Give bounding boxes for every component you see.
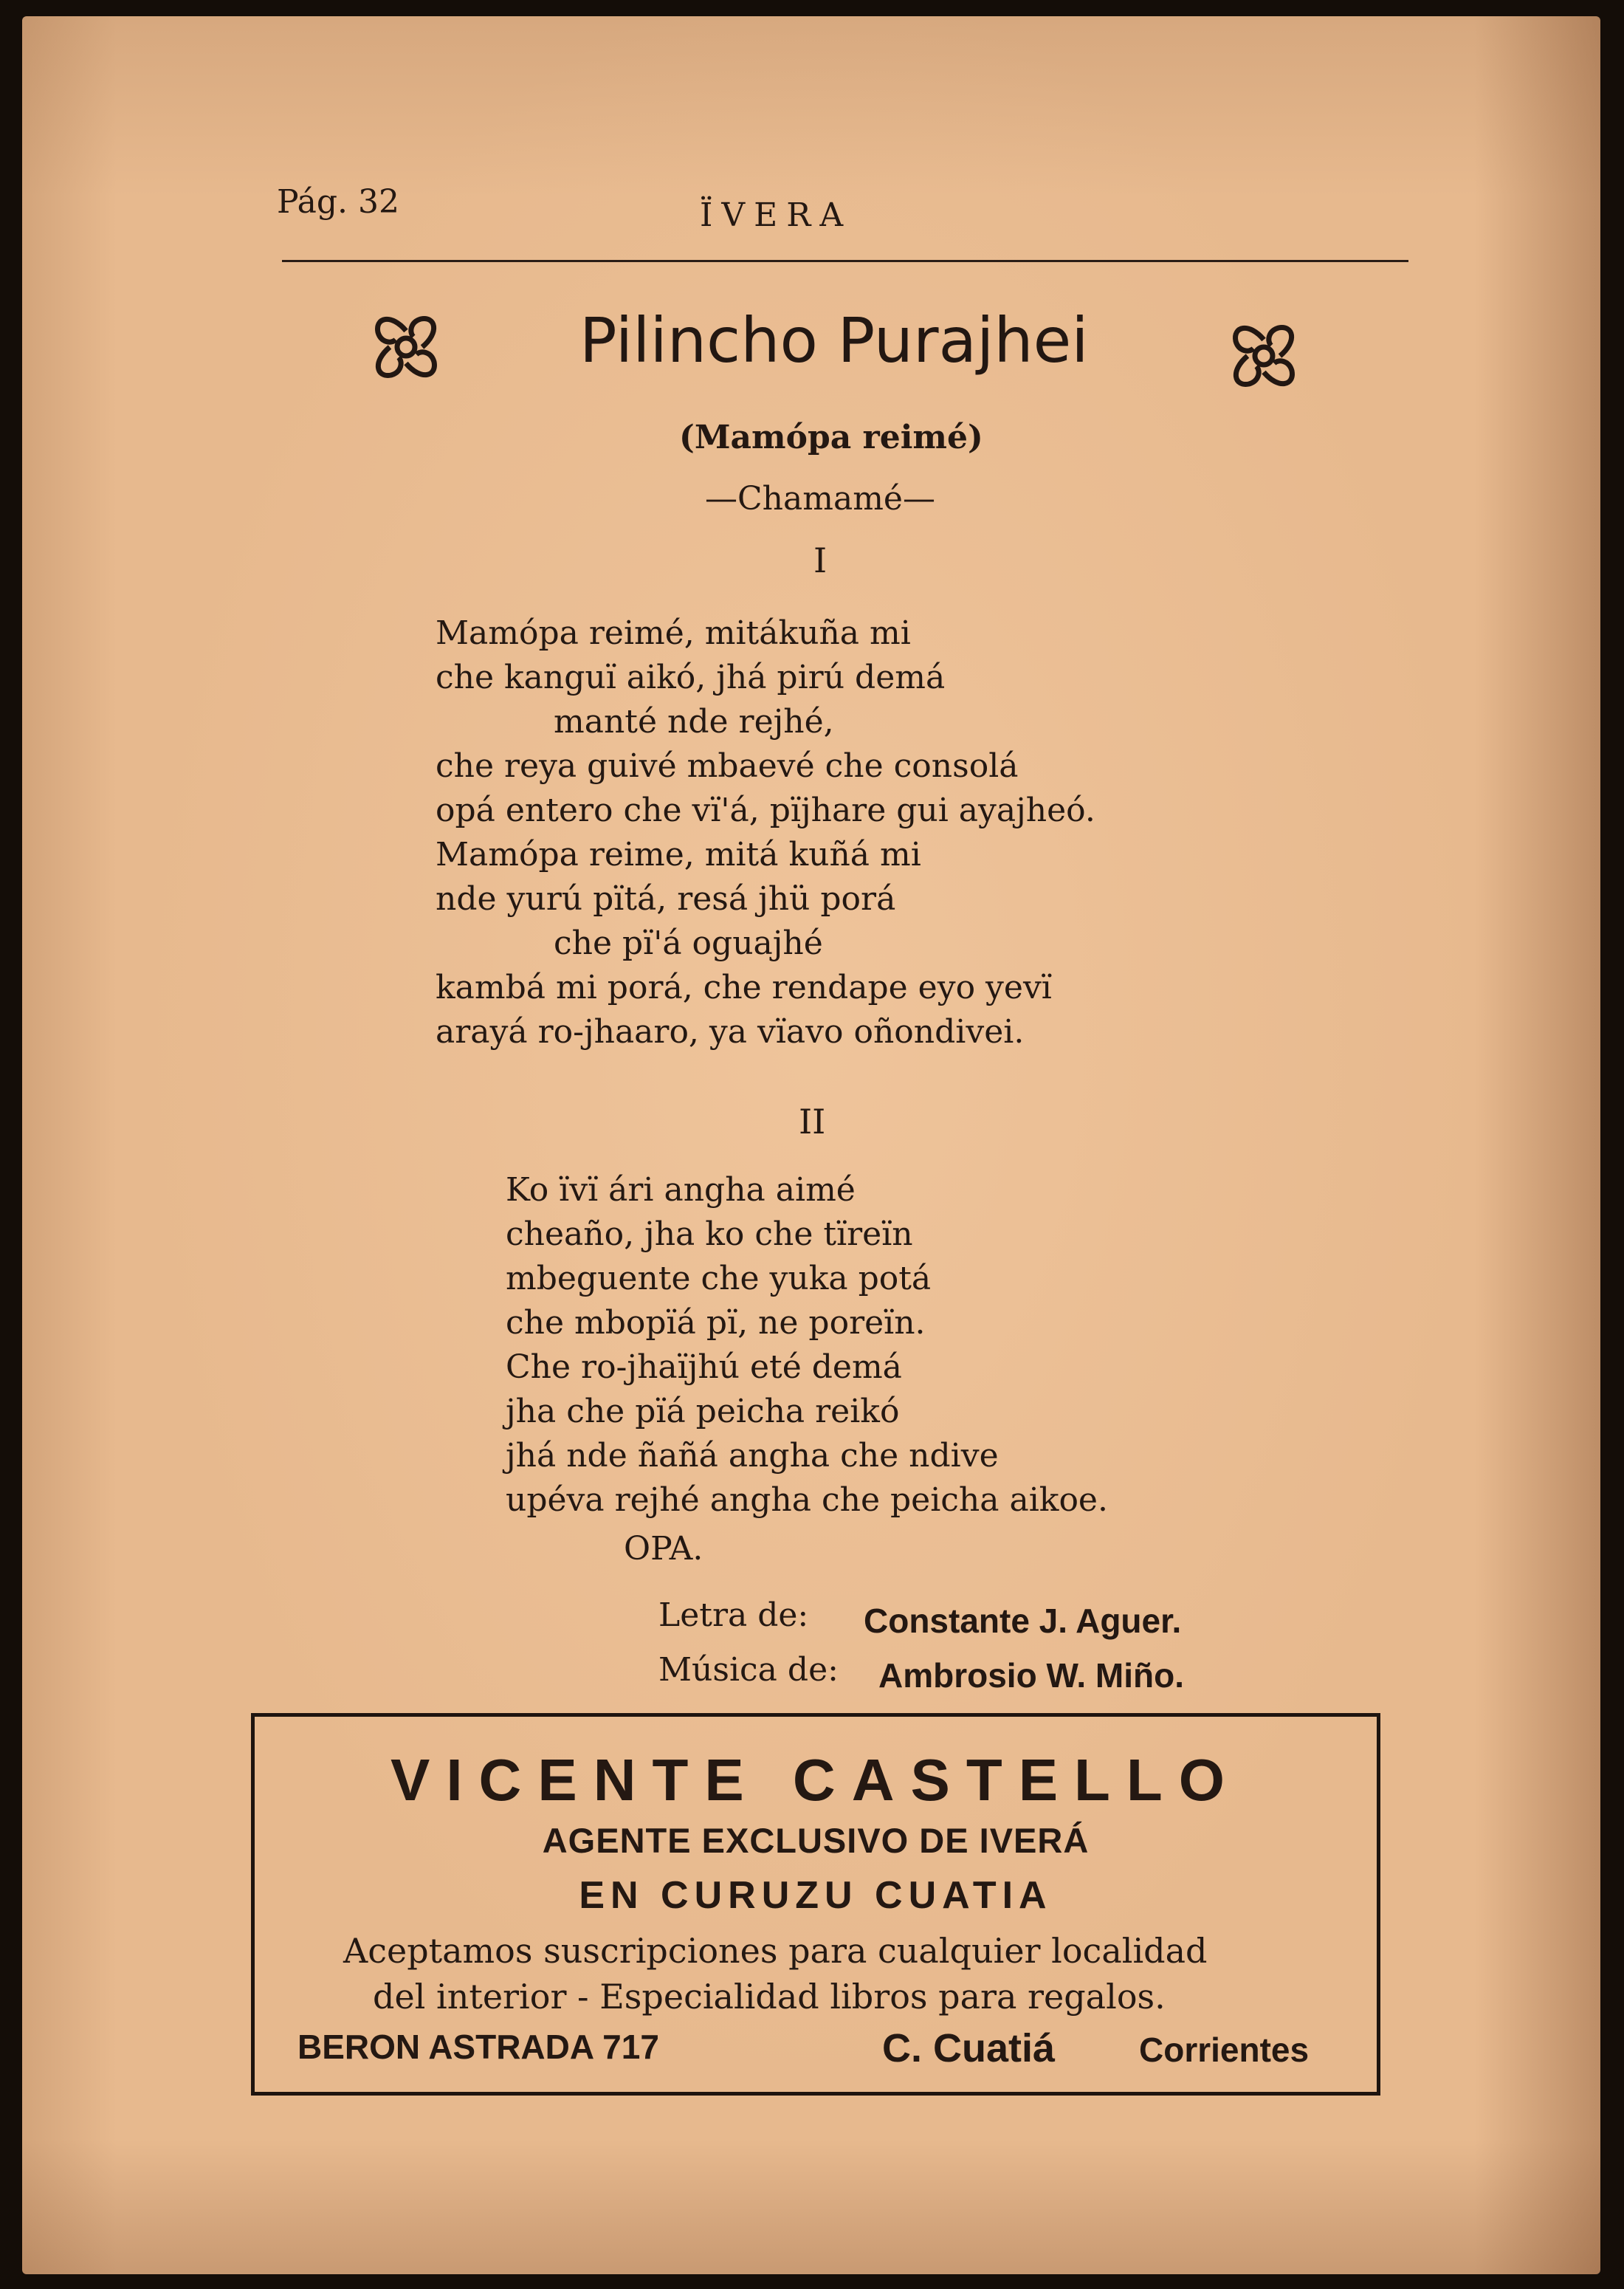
stanza-2-numeral: II bbox=[799, 1102, 826, 1142]
header-rule bbox=[282, 260, 1408, 262]
verse-line: Mamópa reime, mitá kuñá mi bbox=[436, 836, 921, 874]
ad-text-1: Aceptamos suscripciones para cualquier localidad bbox=[343, 1931, 1208, 1971]
verse-line: che pï'á oguajhé bbox=[554, 924, 823, 962]
song-ending: OPA. bbox=[624, 1530, 703, 1568]
song-genre: —Chamamé— bbox=[705, 480, 935, 518]
lyrics-author: Constante J. Aguer. bbox=[864, 1602, 1182, 1640]
verse-line: che kanguï aikó, jhá pirú demá bbox=[436, 659, 946, 696]
stanza-1 bbox=[436, 611, 1095, 1054]
music-label: Música de: bbox=[658, 1651, 839, 1689]
verse-line: Che ro-jhaïjhú eté demá bbox=[506, 1348, 902, 1386]
verse-line: manté nde rejhé, bbox=[554, 703, 834, 741]
stanza-2 bbox=[506, 1168, 1108, 1523]
verse-line: che reya guivé mbaevé che consolá bbox=[436, 747, 1019, 785]
verse-line: che mbopïá pï, ne poreïn. bbox=[506, 1304, 926, 1342]
ad-province: Corrientes bbox=[1139, 2031, 1310, 2069]
ad-address: BERON ASTRADA 717 bbox=[297, 2028, 659, 2066]
music-author: Ambrosio W. Miño. bbox=[878, 1656, 1184, 1695]
verse-line: jha che pïá peicha reikó bbox=[506, 1393, 900, 1430]
advertisement-box bbox=[251, 1713, 1380, 2096]
magazine-name: ÏVERA bbox=[700, 196, 853, 234]
ad-city: C. Cuatiá bbox=[882, 2026, 1056, 2070]
verse-line: upéva rejhé angha che peicha aikoe. bbox=[506, 1481, 1108, 1519]
verse-line: kambá mi porá, che rendape eyo yevï bbox=[436, 969, 1052, 1006]
ad-name: VICENTE CASTELLO bbox=[390, 1747, 1242, 1813]
verse-line: Ko ïvï ári angha aimé bbox=[506, 1171, 856, 1209]
ornament-left-icon bbox=[369, 310, 443, 384]
verse-line: arayá ro-jhaaro, ya vïavo oñondivei. bbox=[436, 1013, 1025, 1051]
stanza-1-numeral: I bbox=[813, 540, 828, 580]
verse-line: mbeguente che yuka potá bbox=[506, 1260, 932, 1297]
verse-line: cheaño, jha ko che tïreïn bbox=[506, 1215, 913, 1253]
verse-line: Mamópa reimé, mitákuña mi bbox=[436, 614, 911, 652]
verse-line: opá entero che vï'á, pïjhare gui ayajheó. bbox=[436, 792, 1095, 829]
song-subtitle: (Mamópa reimé) bbox=[679, 419, 983, 456]
ornament-right-icon bbox=[1227, 319, 1301, 393]
verse-line: jhá nde ñañá angha che ndive bbox=[506, 1437, 999, 1475]
page-number: Pág. 32 bbox=[277, 183, 399, 221]
lyrics-label: Letra de: bbox=[658, 1596, 809, 1634]
verse-line: nde yurú pïtá, resá jhü porá bbox=[436, 880, 896, 918]
ad-line-2: EN CURUZU CUATIA bbox=[579, 1874, 1053, 1917]
song-title: Pilincho Purajhei bbox=[579, 304, 1089, 377]
ad-text-2: del interior - Especialidad libros para regalos. bbox=[373, 1977, 1166, 2017]
magazine-page bbox=[22, 16, 1600, 2274]
ad-line-1: AGENTE EXCLUSIVO DE IVERÁ bbox=[542, 1821, 1090, 1860]
